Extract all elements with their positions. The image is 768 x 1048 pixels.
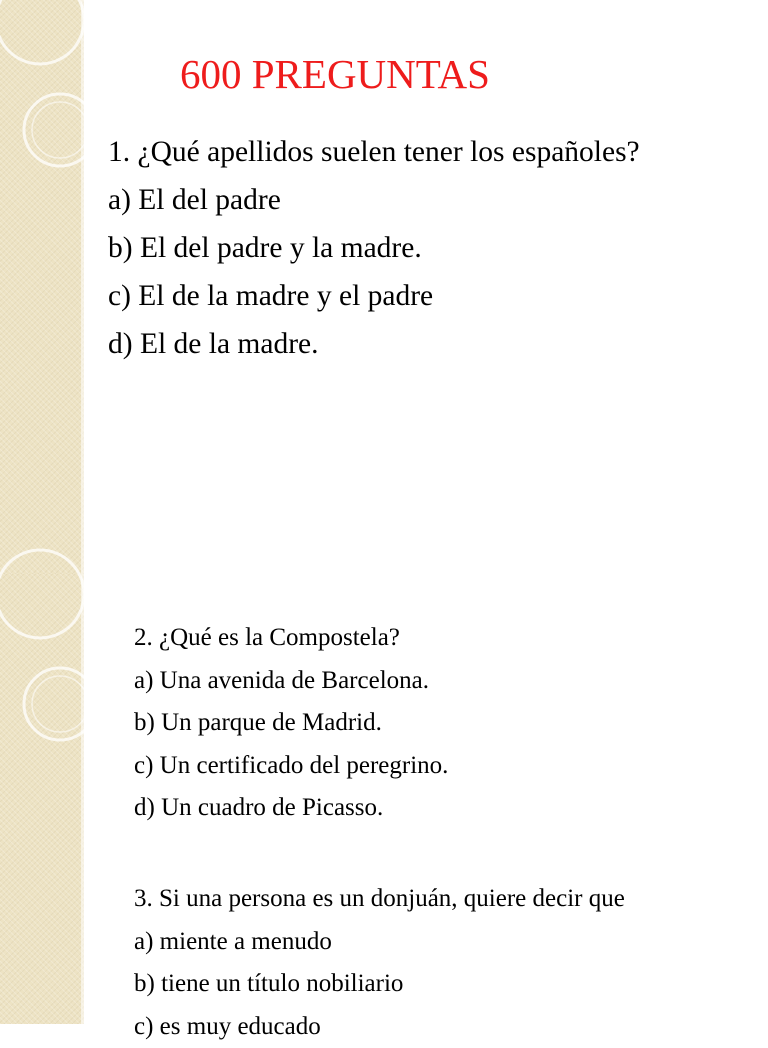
option-d: d) El de la madre. <box>108 320 640 368</box>
option-b: b) Un parque de Madrid. <box>134 702 448 745</box>
option-c: c) El de la madre y el padre <box>108 272 640 320</box>
question-3-block <box>134 878 625 1048</box>
option-a: a) miente a menudo <box>134 921 625 964</box>
decorative-rings <box>0 574 84 774</box>
question-3-text: 3. Si una persona es un donjuán, quiere decir que <box>134 878 625 921</box>
option-c: c) es muy educado <box>134 1006 625 1048</box>
question-2-block <box>134 617 448 830</box>
option-b: b) tiene un título nobiliario <box>134 963 625 1006</box>
page-title: 600 PREGUNTAS <box>180 50 490 98</box>
option-c: c) Un certificado del peregrino. <box>134 745 448 788</box>
question-1-text: 1. ¿Qué apellidos suelen tener los españoles? <box>108 128 640 176</box>
question-1-block <box>108 128 640 368</box>
option-d: d) Un cuadro de Picasso. <box>134 787 448 830</box>
slide-2 <box>0 574 768 1024</box>
option-a: a) Una avenida de Barcelona. <box>134 660 448 703</box>
decorative-rings <box>0 0 84 200</box>
option-b: b) El del padre y la madre. <box>108 224 640 272</box>
question-2-text: 2. ¿Qué es la Compostela? <box>134 617 448 660</box>
option-a: a) El del padre <box>108 176 640 224</box>
